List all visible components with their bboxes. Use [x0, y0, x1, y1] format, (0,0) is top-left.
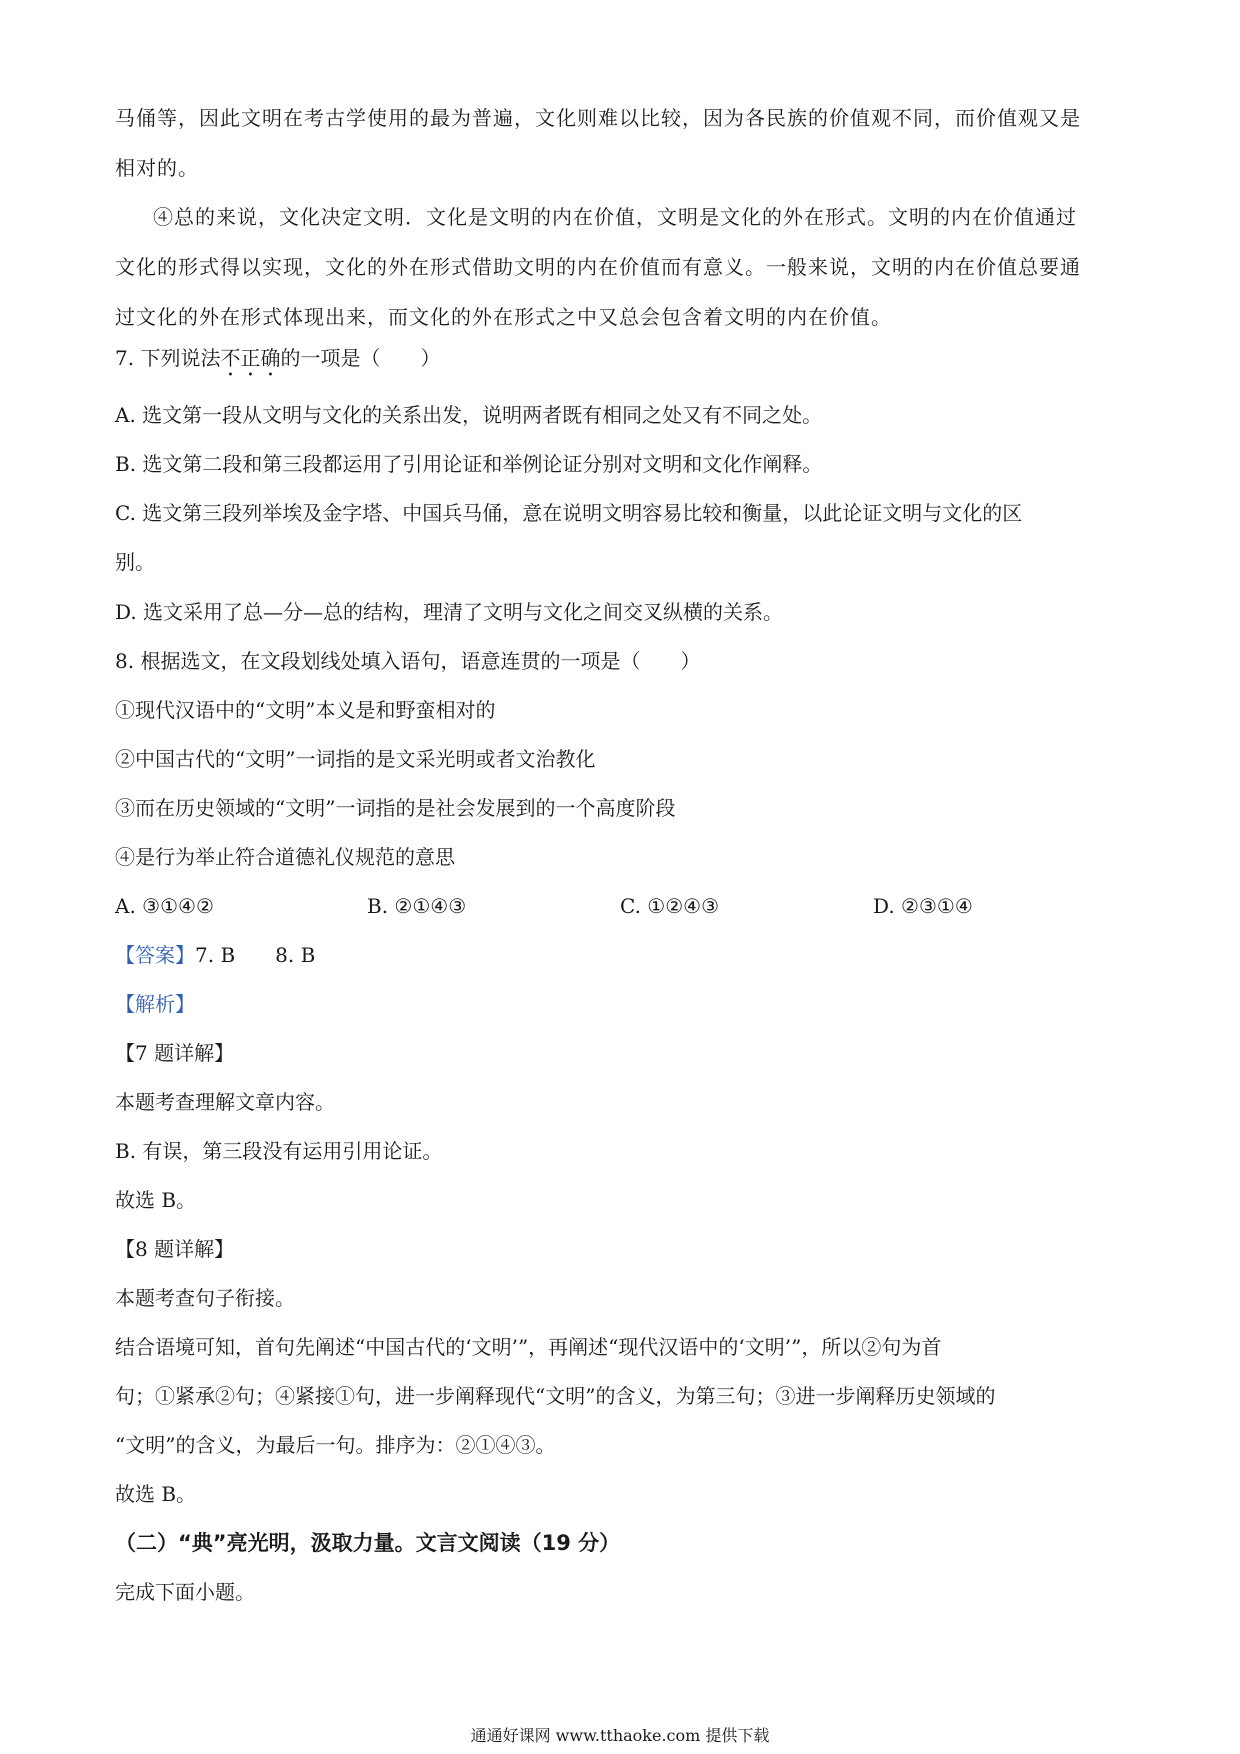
passage-p4-line1: ④总的来说，文化决定文明．文化是文明的内在价值，文明是文化的外在形式。文明的内在价值通过: [153, 205, 1077, 229]
q8-detail-title: 【8 题详解】: [115, 1237, 235, 1261]
answer-line: [115, 940, 315, 970]
q8-detail-line2: 结合语境可知，首句先阐述“中国古代的‘文明’”，再阐述“现代汉语中的‘文明’”，所以②句为首: [115, 1335, 942, 1359]
q8-detail-line4: “文明”的含义，为最后一句。排序为：②①④③。: [115, 1433, 556, 1457]
q7-stem: [115, 343, 440, 381]
q7-option-d: D. 选文采用了总—分—总的结构，理清了文明与文化之间交叉纵横的关系。: [115, 600, 784, 624]
passage-p3-line1: 马俑等，因此文明在考古学使用的最为普遍，文化则难以比较，因为各民族的价值观不同，而价值观又是: [115, 106, 1081, 130]
q8-detail-line3: 句；①紧承②句；④紧接①句，进一步阐释现代“文明”的含义，为第三句；③进一步阐释历史领域的: [115, 1384, 996, 1408]
q8-option-b: B. ②①④③: [367, 894, 467, 918]
passage-p4-line3: 过文化的外在形式体现出来，而文化的外在形式之中又总会包含着文明的内在价值。: [115, 305, 892, 329]
q7-detail-line1: 本题考查理解文章内容。: [115, 1090, 335, 1114]
answer-value: 7. B 8. B: [195, 943, 316, 967]
q7-option-c-line2: 别。: [115, 550, 155, 574]
q8-detail-line1: 本题考查句子衔接。: [115, 1286, 295, 1310]
q8-option-c: C. ①②④③: [620, 894, 720, 918]
q7-detail-title: 【7 题详解】: [115, 1041, 235, 1065]
analysis-label: 【解析】: [115, 992, 195, 1016]
passage-p4-line2: 文化的形式得以实现，文化的外在形式借助文明的内在价值而有意义。一般来说，文明的内在价值总要通: [115, 255, 1081, 279]
q8-option-a: A. ③①④②: [115, 894, 214, 918]
section-heading: （二）“典”亮光明，汲取力量。文言文阅读（19 分）: [115, 1531, 621, 1555]
q7-stem-emphasis: 不正确: [220, 346, 281, 370]
q7-stem-prefix: 7. 下列说法: [115, 346, 221, 370]
q8-stem: 8. 根据选文，在文段划线处填入语句，语意连贯的一项是（ ）: [115, 649, 701, 673]
q7-stem-suffix: 的一项是（ ）: [280, 346, 441, 370]
passage-p3-line2: 相对的。: [115, 156, 199, 180]
q7-option-b: B. 选文第二段和第三段都运用了引用论证和举例论证分别对文明和文化作阐释。: [115, 452, 823, 476]
q7-detail-line3: 故选 B。: [115, 1188, 197, 1212]
q7-option-a: A. 选文第一段从文明与文化的关系出发，说明两者既有相同之处又有不同之处。: [115, 403, 823, 427]
q8-sentence-1: ①现代汉语中的“文明”本义是和野蛮相对的: [115, 698, 496, 722]
q8-sentence-2: ②中国古代的“文明”一词指的是文采光明或者文治教化: [115, 747, 596, 771]
q8-sentence-4: ④是行为举止符合道德礼仪规范的意思: [115, 845, 455, 869]
section-instruction: 完成下面小题。: [115, 1580, 255, 1604]
answer-label: 【答案】: [115, 943, 195, 967]
q7-detail-line2: B. 有误，第三段没有运用引用论证。: [115, 1139, 443, 1163]
q8-option-d: D. ②③①④: [873, 894, 973, 918]
q8-sentence-3: ③而在历史领域的“文明”一词指的是社会发展到的一个高度阶段: [115, 796, 676, 820]
q8-detail-line5: 故选 B。: [115, 1482, 197, 1506]
page-footer: 通通好课网 www.tthaoke.com 提供下载: [470, 1726, 770, 1745]
q7-option-c-line1: C. 选文第三段列举埃及金字塔、中国兵马俑，意在说明文明容易比较和衡量，以此论证文明与文化的区: [115, 501, 1023, 525]
